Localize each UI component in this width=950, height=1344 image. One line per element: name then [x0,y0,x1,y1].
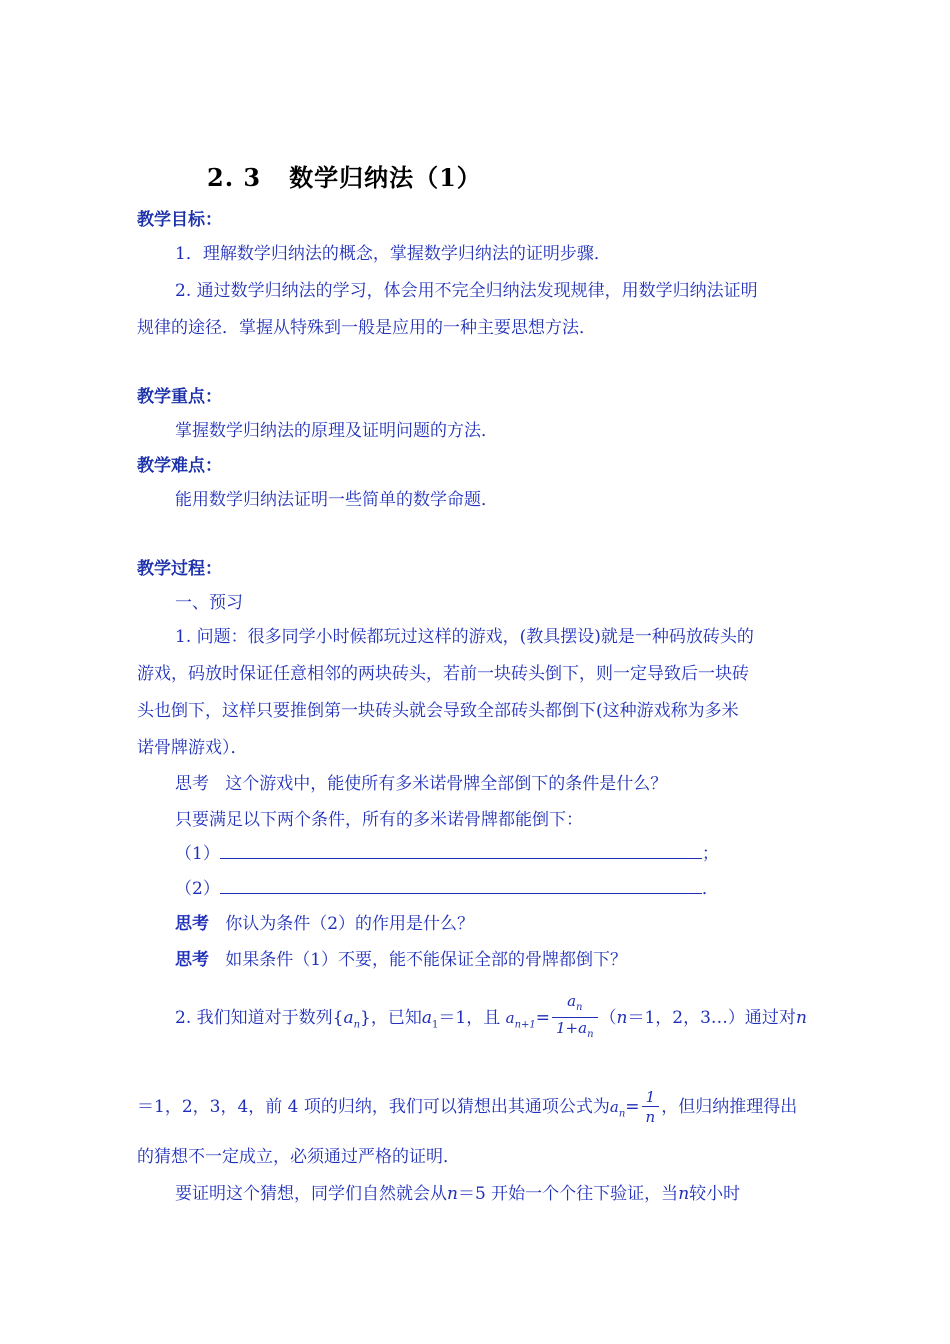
paragraph-1-line-2: 游戏，码放时保证任意相邻的两块砖头，若前一块砖头倒下，则一定导致后一块砖 [137,664,749,684]
p3-text-a: ＝1，2，3，4，前 4 项的归纳，我们可以猜想出其通项公式为 [137,1097,610,1117]
p2-text-e: ＝1，2，3…）通过对 [627,1008,796,1028]
p2-lhs: a [505,1009,515,1027]
p3-fraction [642,1088,660,1127]
p2-frac-den: 1+a [556,1019,588,1037]
p3-text-b: ，但归纳推理得出 [661,1097,798,1117]
condition-1-end: ； [701,844,719,864]
paragraph-5-line [175,1184,740,1204]
process-heading: 教学过程： [137,559,222,579]
paragraph-1-line-4: 诺骨牌游戏）． [137,738,248,758]
condition-1-blank[interactable] [220,844,702,859]
key-points-heading: 教学重点： [137,387,222,407]
title-text: 数学归纳法（1） [289,163,482,192]
condition-2-end: ． [701,879,719,899]
p2-frac-num-sub: n [576,1002,583,1013]
condition-2-blank[interactable] [220,879,702,894]
p5-text-a: 要证明这个猜想，同学们自然就会从 [175,1184,447,1204]
p2-text-d: （ [599,1008,617,1028]
think-2-label: 思考 [175,914,209,934]
conditions-intro: 只要满足以下两个条件，所有的多米诺骨牌都能倒下： [175,810,583,830]
think-1-label: 思考 [175,774,209,794]
think-3 [175,950,627,970]
section-preview: 一、预习 [175,593,243,613]
p5-var-n: n [447,1184,458,1204]
p2-lhs-sub: n+1 [514,1019,536,1031]
think-3-text: 如果条件（1）不要，能不能保证全部的骨牌都倒下？ [225,950,628,970]
p2-text-b: }，已知 [360,1008,422,1028]
condition-1 [175,844,719,864]
think-1-text: 这个游戏中，能使所有多米诺骨牌全部倒下的条件是什么？ [225,774,668,794]
think-2 [175,914,474,934]
p2-sub-1: 1 [432,1019,439,1031]
p5-text-c: 较小时 [689,1184,741,1204]
p2-var-a1: a [421,1008,433,1028]
paragraph-1-line-3: 头也倒下，这样只要推倒第一块砖头就会导致全部砖头都倒下(这种游戏称为多米 [137,701,739,721]
condition-1-label: （1） [175,844,220,864]
p2-var-n: n [616,1008,628,1028]
key-points-text: 掌握数学归纳法的原理及证明问题的方法． [175,421,498,441]
objective-item-2-line-2: 规律的途径．掌握从特殊到一般是应用的一种主要思想方法． [137,318,596,338]
condition-2 [175,879,719,899]
think-1 [175,774,667,794]
difficulties-text: 能用数学归纳法证明一些简单的数学命题． [175,490,498,510]
p5-var-n2: n [678,1184,690,1204]
p2-frac-den-sub: n [587,1029,594,1040]
condition-2-label: （2） [175,879,220,899]
paragraph-2-line-1 [175,992,807,1040]
p2-frac-num: a [567,992,577,1010]
section-number: 2. 3 [207,163,262,192]
objective-item-2-line-1: 2. 通过数学归纳法的学习，体会用不完全归纳法发现规律，用数学归纳法证明 [175,281,758,301]
paragraph-1-line-1: 1. 问题：很多同学小时候都玩过这样的游戏，(教具摆设)就是一种码放砖头的 [175,627,754,647]
p3-sub-n: n [618,1108,626,1120]
p3-frac-num: 1 [642,1088,660,1107]
p3-var-a: a [609,1098,619,1116]
think-3-label: 思考 [175,950,209,970]
p2-text-a: 2. 我们知道对于数列{ [175,1008,344,1028]
paragraph-3-line [137,1088,797,1128]
p2-fraction [552,992,598,1045]
p5-text-b: ＝5 开始一个个往下验证，当 [457,1184,679,1204]
p3-eq: = [625,1097,640,1117]
p3-frac-den: n [645,1108,656,1126]
p2-sub-n: n [353,1019,361,1031]
think-2-text: 你认为条件（2）的作用是什么？ [225,914,475,934]
objectives-heading: 教学目标： [137,210,222,230]
p2-eq: = [535,1008,551,1028]
p2-text-c: ＝1，且 [438,1008,501,1028]
difficulties-heading: 教学难点： [137,456,222,476]
objective-item-1: 1．理解数学归纳法的概念，掌握数学归纳法的证明步骤． [175,244,611,264]
page-title [207,158,482,193]
p2-var-a: a [343,1008,354,1028]
p2-var-n2: n [795,1008,807,1028]
paragraph-4-line: 的猜想不一定成立，必须通过严格的证明． [137,1147,460,1167]
